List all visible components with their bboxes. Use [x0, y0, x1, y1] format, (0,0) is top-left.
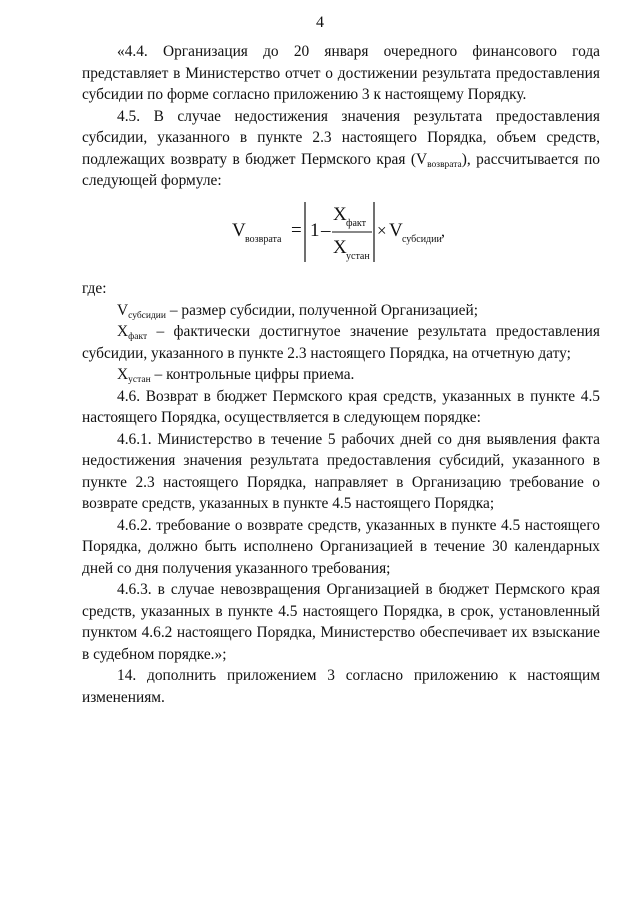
p45-text-a: 4.5. В случае недостижения значения результата предоставления субсидии, указанного в пункте 2.3 настоящего Порядка, объем средств, подлежащих возврату в бюджет Пермского края (V [82, 107, 600, 168]
formula-one: 1 [310, 220, 320, 241]
formula-lhs-var: V [232, 220, 246, 241]
definition-text: – контрольные цифры приема. [150, 366, 355, 383]
p45-text-b: ), рассчитывается по следующей формуле: [82, 150, 600, 189]
formula-svg [232, 196, 452, 266]
definition-x-fakt [82, 321, 600, 364]
definition-text: – фактически достигнутое значение результата предоставления субсидии, указанного в пункте 2.3 настоящего Порядка, на отчетную дату; [82, 323, 600, 362]
paragraph-4-6-3: 4.6.3. в случае невозвращения Организацией в бюджет Пермского края средств, указанных в пункте 4.5 настоящего Порядка, в срок, установленный пунктом 4.6.2 настоящего Порядка, Министерство обеспечивает их взыскание в судебном порядке.»; [82, 581, 600, 663]
formula-num-sub: факт [346, 218, 367, 229]
formula [232, 196, 452, 266]
paragraph-4-4: «4.4. Организация до 20 января очередного финансового года представляет в Министерство отчет о достижении результата предоставления субсидии по форме согласно приложению 3 к настоящему Порядку. [82, 43, 600, 103]
definition-x-ustan [82, 364, 600, 386]
definition-var: X [117, 366, 129, 383]
paragraph-4-6-2: 4.6.2. требование о возврате средств, указанных в пункте 4.5 настоящего Порядка, должно быть исполнено Организацией в течение 30 календарных дней со дня получения указанного требования; [82, 516, 600, 577]
p45-subscript: возврата [427, 159, 462, 170]
definition-var: V [117, 301, 129, 319]
formula-den-var: X [333, 237, 347, 258]
formula-equals: = [291, 220, 302, 241]
definition-sub: субсидии [128, 310, 166, 321]
section-top [82, 41, 600, 192]
formula-comma: , [441, 223, 445, 240]
formula-minus: – [321, 220, 331, 241]
formula-den-sub: устан [346, 251, 370, 262]
paragraph-4-6: 4.6. Возврат в бюджет Пермского края средств, указанных в пункте 4.5 настоящего Порядка, осуществляется в следующем порядке: [82, 387, 600, 426]
formula-lhs-sub: возврата [245, 234, 282, 245]
formula-times: × [377, 221, 387, 240]
definition-sub: факт [128, 332, 148, 342]
paragraph-14: 14. дополнить приложением 3 согласно приложению к настоящим изменениям. [82, 667, 600, 706]
page-number: 4 [316, 14, 324, 31]
formula-num-var: X [333, 204, 347, 225]
paragraph-4-5 [82, 106, 600, 192]
definition-v-subsidii [82, 300, 600, 322]
formula-rhs-var: V [389, 220, 403, 241]
definition-sub: устан [128, 375, 151, 385]
definition-var: X [117, 323, 129, 340]
where-label: где: [82, 280, 107, 297]
definition-text: – размер субсидии, полученной Организацией; [165, 301, 478, 319]
formula-rhs-sub: субсидии [402, 234, 442, 245]
section-bottom [82, 278, 600, 708]
paragraph-4-6-1: 4.6.1. Министерство в течение 5 рабочих дней со дня выявления факта недостижения значения результата предоставления субсидий, указанного в пункте 2.3 настоящего Порядка, направляет в Организацию требование о возврате средств, указанных в пункте 4.5 настоящего Порядка; [82, 430, 600, 512]
